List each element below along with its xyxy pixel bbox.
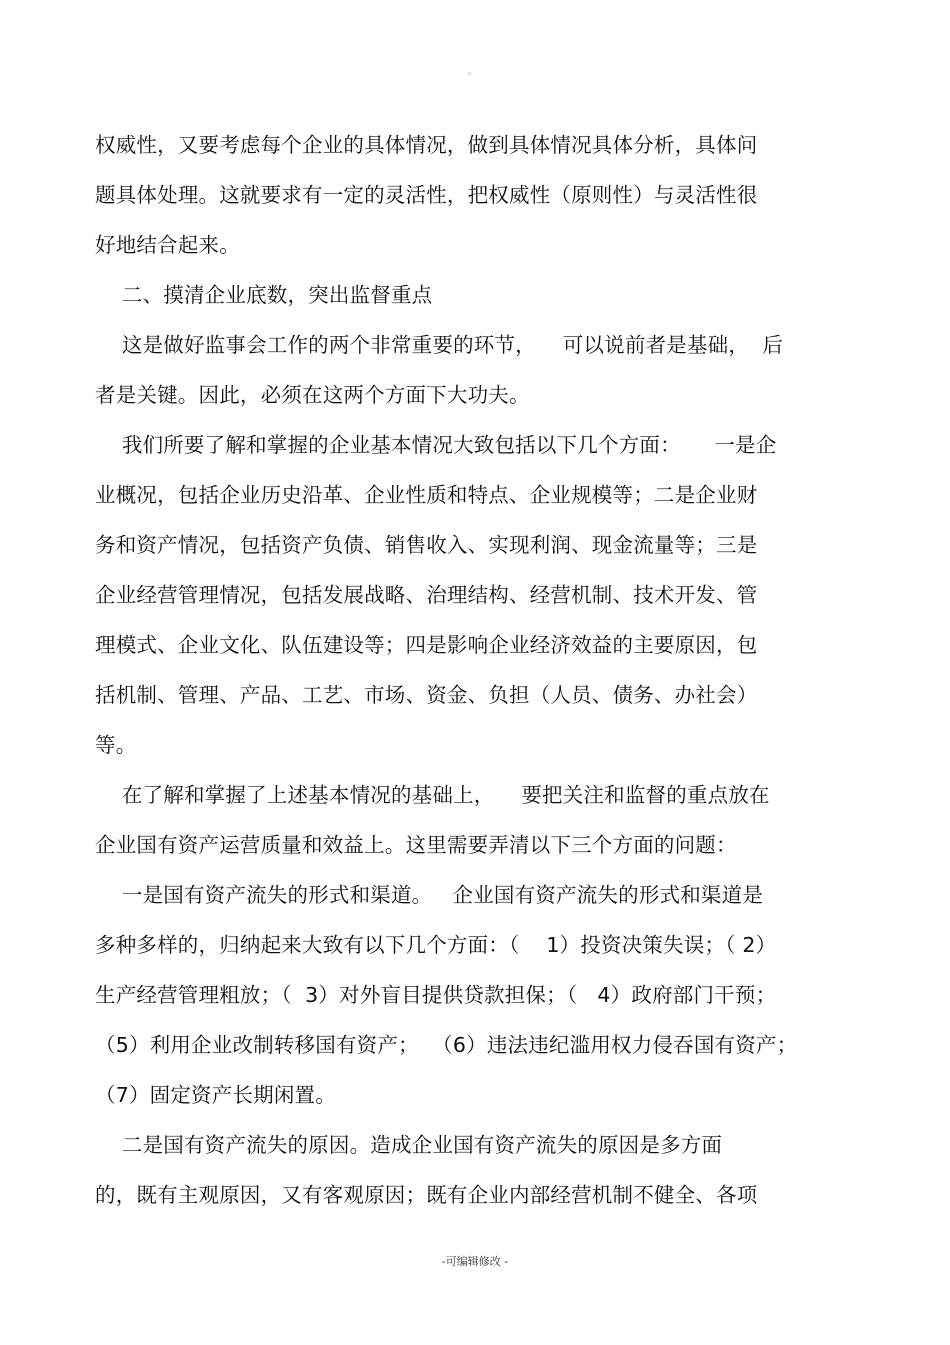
text-line: 我们所要了解和掌握的企业基本情况大致包括以下几个方面： 一是企 (95, 433, 777, 457)
text-line: 生产经营管理粗放；（ 3）对外盲目提供贷款担保；（ 4）政府部门干预； (95, 983, 777, 1007)
text-line: 务和资产情况，包括资产负债、销售收入、实现利润、现金流量等；三是 (95, 533, 758, 557)
text-line: 的，既有主观原因，又有客观原因；既有企业内部经营机制不健全、各项 (95, 1183, 758, 1207)
text-line: 业概况，包括企业历史沿革、企业性质和特点、企业规模等；二是企业财 (95, 483, 758, 507)
text-line: 权威性，又要考虑每个企业的具体情况，做到具体情况具体分析，具体问 (95, 133, 758, 157)
text-line: 在了解和掌握了上述基本情况的基础上， 要把关注和监督的重点放在 (95, 783, 770, 807)
text-line: 多种多样的，归纳起来大致有以下几个方面：（ 1）投资决策失误；（ 2） (95, 933, 777, 957)
text-line: 企业经营管理情况，包括发展战略、治理结构、经营机制、技术开发、管 (95, 583, 758, 607)
page-footer: -可编辑修改 - (441, 1255, 509, 1268)
text-line: 这是做好监事会工作的两个非常重要的环节， 可以说前者是基础， 后 (95, 333, 784, 357)
top-mark: 。 (468, 67, 478, 77)
text-line: （7）固定资产长期闲置。 (95, 1083, 336, 1107)
text-line: 者是关键。因此，必须在这两个方面下大功夫。 (95, 383, 530, 407)
text-line: 好地结合起来。 (95, 233, 240, 257)
text-line: 企业国有资产运营质量和效益上。这里需要弄清以下三个方面的问题： (95, 833, 737, 857)
text-line: 理模式、企业文化、队伍建设等；四是影响企业经济效益的主要原因，包 (95, 633, 758, 657)
text-line: 二是国有资产流失的原因。造成企业国有资产流失的原因是多方面 (95, 1133, 723, 1157)
section-heading: 二、摸清企业底数，突出监督重点 (95, 283, 433, 307)
text-line: 一是国有资产流失的形式和渠道。 企业国有资产流失的形式和渠道是 (95, 883, 764, 907)
text-line: 题具体处理。这就要求有一定的灵活性，把权威性（原则性）与灵活性很 (95, 183, 758, 207)
text-line: （5）利用企业改制转移国有资产； （6）违法违纪滥用权力侵吞国有资产； (95, 1033, 798, 1057)
text-line: 等。 (95, 733, 137, 757)
text-line: 括机制、管理、产品、工艺、市场、资金、负担（人员、债务、办社会） (95, 683, 758, 707)
